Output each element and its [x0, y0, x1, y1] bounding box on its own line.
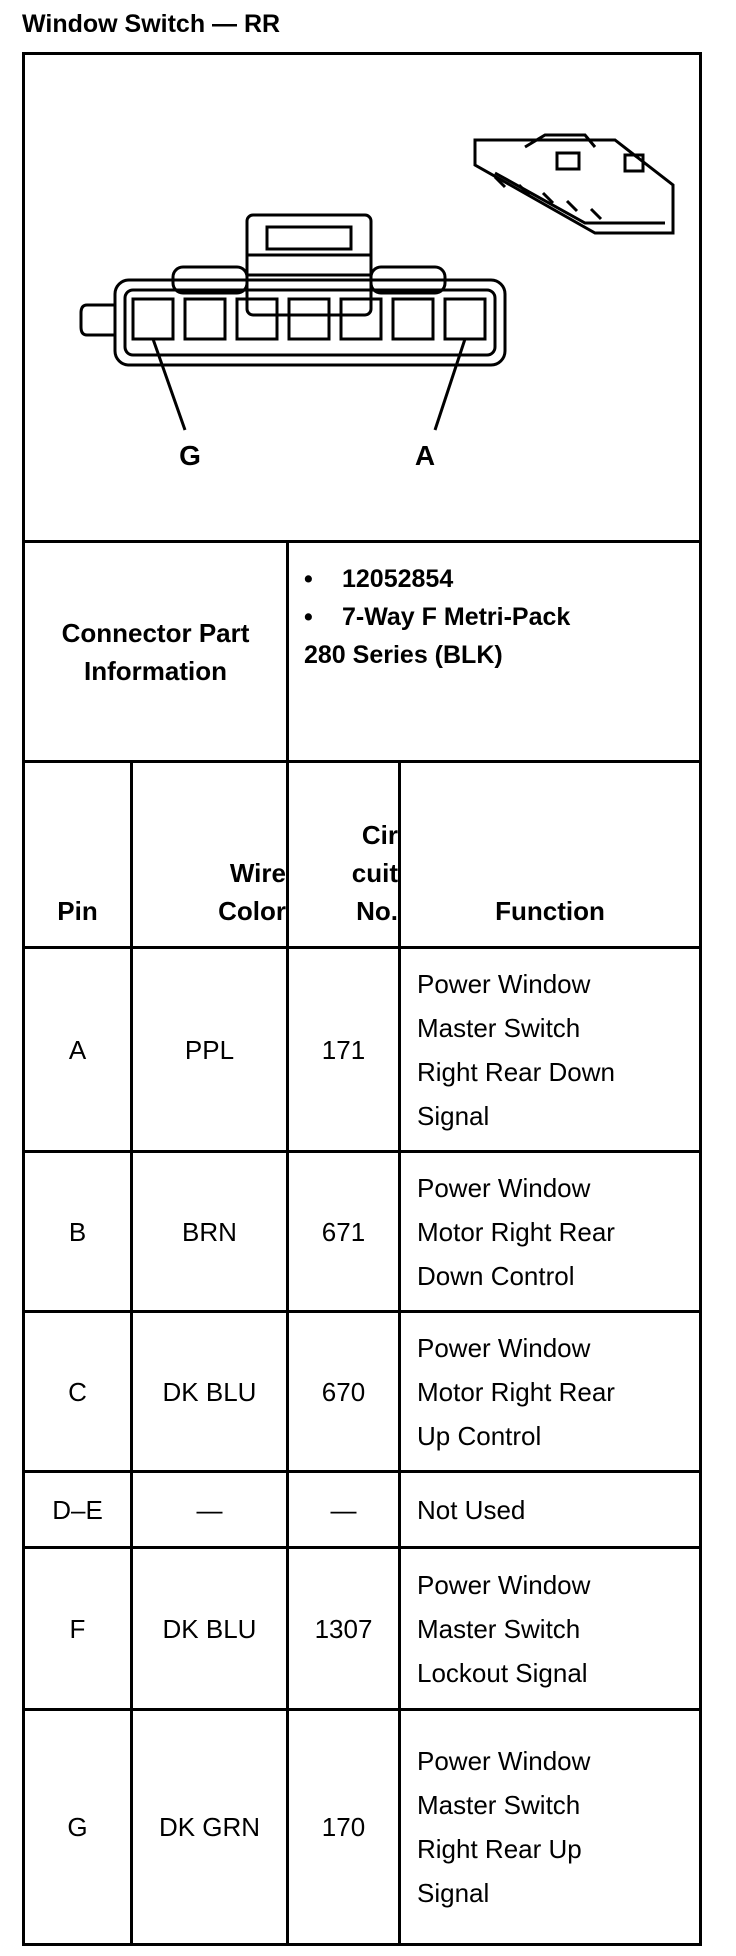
- header-function: Function: [495, 896, 605, 926]
- circuit-cell: 1307: [314, 1613, 373, 1644]
- bullet-icon: •: [304, 565, 313, 593]
- connector-diagram-icon: [25, 55, 699, 535]
- part-series: 280 Series (BLK): [304, 641, 503, 669]
- circuit-cell: —: [330, 1494, 357, 1525]
- function-cell: Power Window Master Switch Right Rear Down Signal: [417, 968, 615, 1131]
- circuit-cell: 170: [321, 1812, 366, 1842]
- function-cell: Power Window Motor Right Rear Down Control: [417, 1172, 615, 1291]
- header-wire-color: Wire Color: [218, 858, 286, 926]
- pin-cell: D–E: [52, 1494, 103, 1525]
- wire-color-cell: DK BLU: [162, 1613, 257, 1644]
- pin-cell: F: [69, 1613, 86, 1644]
- function-cell: Power Window Motor Right Rear Up Control: [417, 1332, 615, 1451]
- bullet-icon: •: [304, 603, 313, 631]
- header-pin: Pin: [57, 896, 98, 926]
- wire-color-cell: PPL: [184, 1034, 235, 1065]
- pin-cell: C: [68, 1376, 87, 1407]
- wire-color-cell: BRN: [182, 1216, 237, 1247]
- part-number: 12052854: [342, 565, 454, 593]
- part-info-label: Connector Part Information: [61, 617, 250, 686]
- wire-color-cell: DK GRN: [158, 1812, 261, 1842]
- circuit-cell: 671: [321, 1216, 366, 1247]
- function-cell: Power Window Master Switch Lockout Signal: [417, 1569, 591, 1688]
- pin-cell: G: [67, 1812, 88, 1842]
- page-title: Window Switch — RR: [22, 10, 281, 38]
- circuit-cell: 171: [321, 1034, 366, 1065]
- circuit-cell: 670: [321, 1376, 366, 1407]
- part-description: 7-Way F Metri-Pack: [342, 603, 571, 631]
- diagram-label-a: A: [414, 440, 436, 471]
- pin-cell: B: [68, 1216, 87, 1247]
- diagram-label-g: G: [179, 440, 201, 471]
- function-cell: Power Window Master Switch Right Rear Up Signal: [417, 1746, 591, 1908]
- part-info-value: [304, 560, 570, 674]
- wire-color-cell: —: [196, 1494, 223, 1525]
- wire-color-cell: DK BLU: [162, 1376, 257, 1407]
- pin-cell: A: [68, 1034, 87, 1065]
- header-circuit-no: Cir cuit No.: [351, 820, 398, 926]
- function-cell: Not Used: [417, 1494, 526, 1525]
